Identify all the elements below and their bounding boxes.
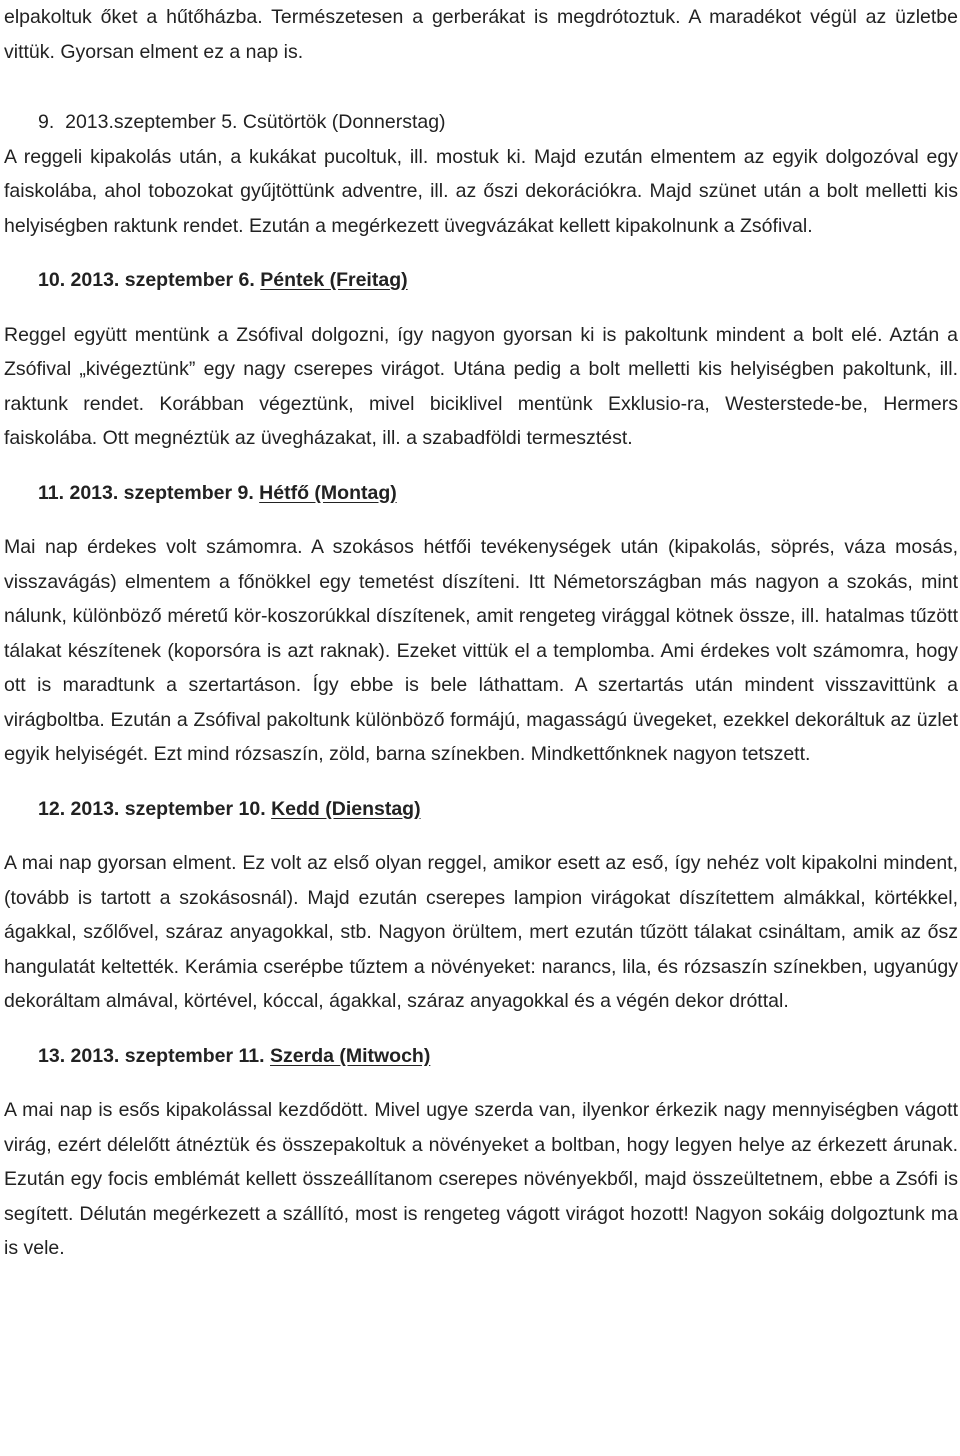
- intro-paragraph: elpakoltuk őket a hűtőházba. Természetesen a gerberákat is megdrótoztuk. A maradékot végül az üzletbe vittük. Gyorsan elment ez a nap is.: [4, 6, 958, 63]
- entry-number: 10.: [38, 269, 66, 291]
- entry-date: 2013. szeptember 6.: [70, 269, 255, 291]
- entry-day: Csütörtök (Donnerstag): [242, 111, 446, 133]
- entry-heading-9: [4, 105, 958, 140]
- entry-heading-13: [4, 1039, 958, 1074]
- entry-heading-12: [4, 792, 958, 827]
- entry-number: 9.: [38, 111, 55, 133]
- entry-date: 2013. szeptember 11.: [70, 1044, 265, 1067]
- entry-paragraph-10: Reggel együtt mentünk a Zsófival dolgozni, így nagyon gyorsan ki is pakoltunk mindent a bolt elé. Aztán a Zsófival „kivégeztünk” egy nagy cserepes virágot. Utána pedig a bolt melletti kis helyiségben pakoltunk, ill. raktunk rendet. Korábban végeztünk, mivel biciklivel mentünk Exklusio-ra, Westerstede-be, Hermers faiskolába. Ott megnéztük az üvegházakat, ill. a szabadföldi termesztést.: [4, 323, 958, 449]
- entry-paragraph-13: A mai nap is esős kipakolással kezdődött. Mivel ugye szerda van, ilyenkor érkezik nagy mennyiségben vágott virág, ezért délelőtt átnéztük és összepakoltuk a növényeket a boltban, hogy legyen helye az érkezett árunak. Ezután egy focis emblémát kellett összeállítanom cserepes növényekből, majd összeültetnem, ebbe a Zsófi is segített. Délután megérkezett a szállító, most is rengeteg vágott virágot hozott! Nagyon sokáig dolgoztunk ma is vele.: [4, 1099, 958, 1259]
- entry-heading-11: [4, 476, 958, 511]
- entry-number: 11.: [38, 481, 65, 504]
- entry-paragraph-12: A mai nap gyorsan elment. Ez volt az első olyan reggel, amikor esett az eső, így nehéz volt kipakolni mindent, (tovább is tartott a szokásosnál). Majd ezután cserepes lampion virágokat díszítettem almákkal, körtékkel, ágakkal, szőlővel, száraz anyagokkal, stb. Nagyon örültem, mert ezután tűzött tálakat csináltam, amik az ősz hangulatát keltették. Kerámia cserépbe tűztem a növényeket: narancs, lila, és rózsaszín színekben, ugyanúgy dekoráltam almával, körtével, kóccal, ágakkal, száraz anyagokkal és a végén dekor dróttal.: [4, 852, 958, 1012]
- entry-day: Kedd (Dienstag): [271, 797, 421, 820]
- entry-day: Hétfő (Montag): [259, 481, 397, 504]
- entry-day: Péntek (Freitag): [260, 269, 408, 291]
- entry-date: 2013.szeptember 5.: [65, 111, 238, 133]
- entry-day: Szerda (Mitwoch): [270, 1044, 431, 1067]
- entry-number: 12.: [38, 797, 66, 820]
- entry-number: 13.: [38, 1044, 66, 1067]
- entry-paragraph-9: A reggeli kipakolás után, a kukákat pucoltuk, ill. mostuk ki. Majd ezután elmentem az egyik dolgozóval egy faiskolába, ahol tobozokat gyűjtöttünk adventre, ill. az őszi dekorációkra. Majd szünet után a bolt melletti kis helyiségben raktunk rendet. Ezután a megérkezett üvegvázákat kellett kipakolnunk a Zsófival.: [4, 145, 958, 237]
- entry-paragraph-11: Mai nap érdekes volt számomra. A szokásos hétfői tevékenységek után (kipakolás, söprés, váza mosás, visszavágás) elmentem a főnökkel egy temetést díszíteni. Itt Németországban más nagyon a szokás, mint nálunk, különböző méretű kör-koszorúkkal díszítenek, amit rengeteg virággal kötnek össze, ill. hatalmas tűzött tálakat készítenek (koporsóra is azt raknak). Ezeket vittük el a templomba. Ami érdekes volt számomra, hogy ott is maradtunk a szertartáson. Így ebbe is bele láthattam. A szertartás után mindent visszavittünk a virágboltba. Ezután a Zsófival pakoltunk különböző formájú, magasságú üvegeket, ezekkel dekoráltuk az üzlet egyik helyiségét. Ezt mind rózsaszín, zöld, barna színekben. Mindkettőnknek nagyon tetszett.: [4, 536, 958, 765]
- entry-date: 2013. szeptember 9.: [69, 481, 254, 504]
- entry-heading-10: [4, 263, 958, 298]
- entry-date: 2013. szeptember 10.: [70, 797, 266, 820]
